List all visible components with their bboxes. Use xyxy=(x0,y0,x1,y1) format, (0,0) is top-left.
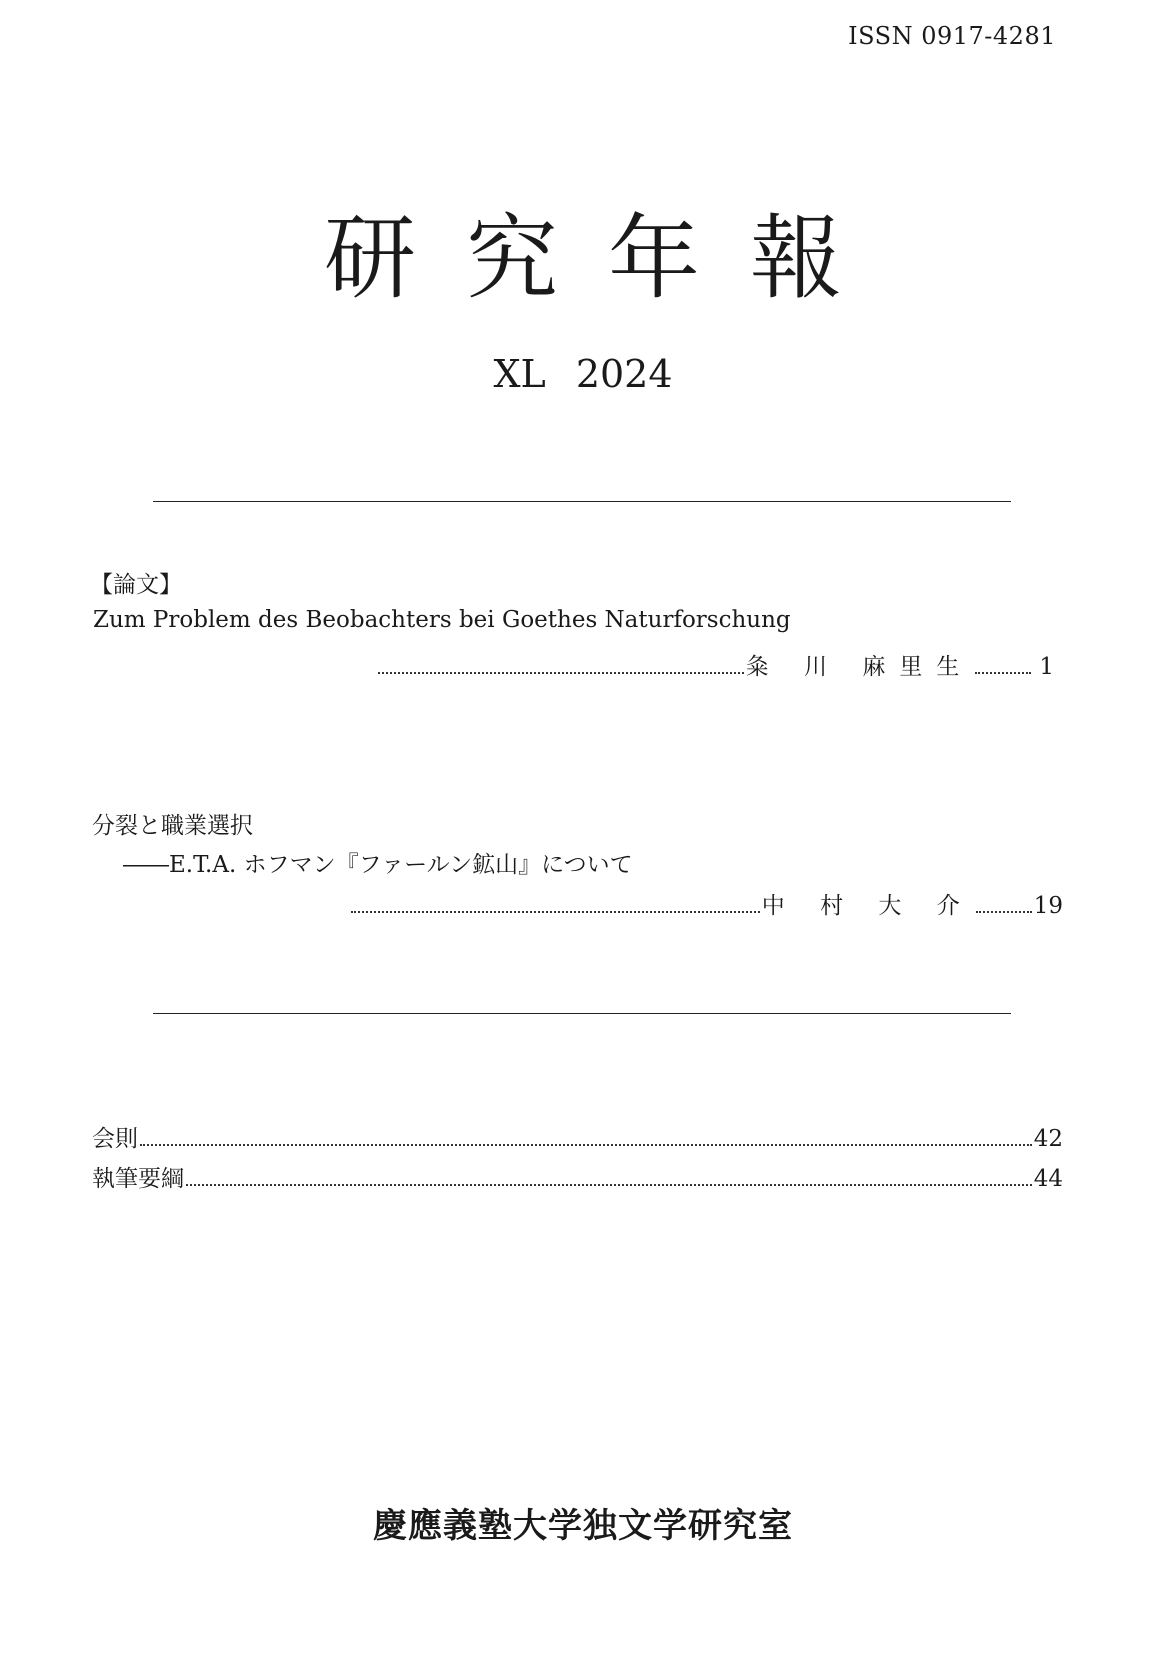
article-1-title: Zum Problem des Beobachters bei Goethes Naturforschung xyxy=(93,607,791,633)
leader-dots xyxy=(378,672,744,674)
article-2-title: 分裂と職業選択 xyxy=(92,813,253,839)
misc-page: 42 xyxy=(1033,1126,1063,1152)
misc-label: 執筆要綱 xyxy=(92,1166,184,1192)
article-1-page: 1 xyxy=(1039,654,1054,680)
article-2-author: 中 村 大 介 xyxy=(761,893,974,919)
volume-year: XL 2024 xyxy=(493,352,673,396)
leader-dots xyxy=(351,911,760,913)
misc-entry-rules xyxy=(92,1120,1063,1153)
article-2-subtitle: ――E.T.A. ホフマン『ファールン鉱山』について xyxy=(123,852,633,878)
article-1-entry xyxy=(376,648,1054,681)
leader-dots xyxy=(186,1184,1032,1186)
journal-title: 研究年報 xyxy=(323,205,892,312)
section-label: 【論文】 xyxy=(90,572,182,598)
leader-dots xyxy=(976,911,1032,913)
article-2-entry xyxy=(349,887,1063,920)
issn-number: ISSN 0917-4281 xyxy=(848,22,1056,50)
misc-entry-guidelines xyxy=(92,1160,1063,1193)
leader-dots xyxy=(140,1144,1032,1146)
top-divider xyxy=(153,501,1011,502)
leader-dots xyxy=(975,672,1031,674)
bottom-divider xyxy=(153,1013,1011,1014)
article-2-page: 19 xyxy=(1033,893,1063,919)
misc-label: 会則 xyxy=(92,1126,138,1152)
publisher-name: 慶應義塾大学独文学研究室 xyxy=(373,1506,793,1546)
article-1-author: 粂 川 麻里生 xyxy=(745,654,974,680)
misc-page: 44 xyxy=(1033,1166,1063,1192)
